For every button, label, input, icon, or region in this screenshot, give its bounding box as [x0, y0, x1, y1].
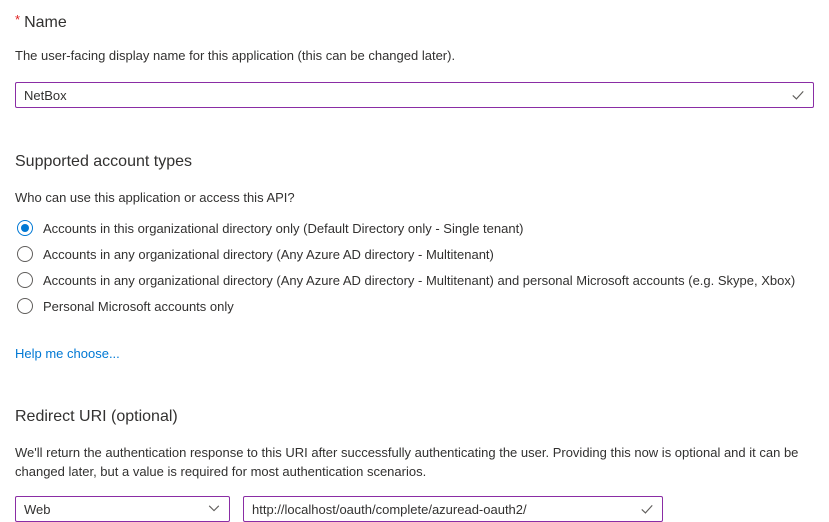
radio-unselected-icon [17, 298, 33, 314]
help-me-choose-link[interactable]: Help me choose... [15, 346, 120, 361]
radio-label: Personal Microsoft accounts only [43, 298, 234, 314]
account-type-radio-group [15, 215, 814, 319]
name-heading-label: Name [24, 14, 67, 31]
name-heading [15, 10, 814, 33]
radio-multitenant-personal[interactable] [15, 267, 814, 293]
chevron-down-icon [207, 501, 221, 518]
radio-multitenant[interactable] [15, 241, 814, 267]
radio-unselected-icon [17, 246, 33, 262]
radio-selected-icon [17, 220, 33, 236]
radio-personal-only[interactable] [15, 293, 814, 319]
name-input-value: NetBox [24, 87, 67, 103]
radio-label: Accounts in any organizational directory (Any Azure AD directory - Multitenant) and personal Microsoft accounts (e.g. Skype, Xbox) [43, 272, 796, 288]
radio-single-tenant[interactable] [15, 215, 814, 241]
name-input[interactable] [15, 82, 814, 108]
required-asterisk: * [15, 12, 21, 27]
redirect-uri-controls [15, 496, 814, 522]
valid-check-icon [640, 502, 654, 516]
radio-label: Accounts in this organizational directory only (Default Directory only - Single tenant) [43, 220, 524, 236]
platform-select[interactable] [15, 496, 230, 522]
redirect-uri-value: http://localhost/oauth/complete/azuread-oauth2/ [252, 501, 527, 517]
account-types-question: Who can use this application or access this API? [15, 190, 295, 205]
redirect-uri-heading: Redirect URI (optional) [15, 408, 178, 425]
radio-unselected-icon [17, 272, 33, 288]
redirect-uri-description: We'll return the authentication response to this URI after successfully authenticating the user. Providing this now is optional and it can be changed later, but a value is required for most authentication scenarios. [15, 445, 799, 479]
valid-check-icon [791, 88, 805, 102]
radio-label: Accounts in any organizational directory (Any Azure AD directory - Multitenant) [43, 246, 494, 262]
redirect-uri-input[interactable] [243, 496, 663, 522]
redirect-uri-section [15, 407, 814, 522]
supported-account-types-section [15, 152, 814, 363]
name-section [15, 10, 814, 108]
name-description: The user-facing display name for this application (this can be changed later). [15, 48, 456, 63]
supported-account-types-heading: Supported account types [15, 153, 193, 170]
platform-select-value: Web [24, 501, 51, 517]
